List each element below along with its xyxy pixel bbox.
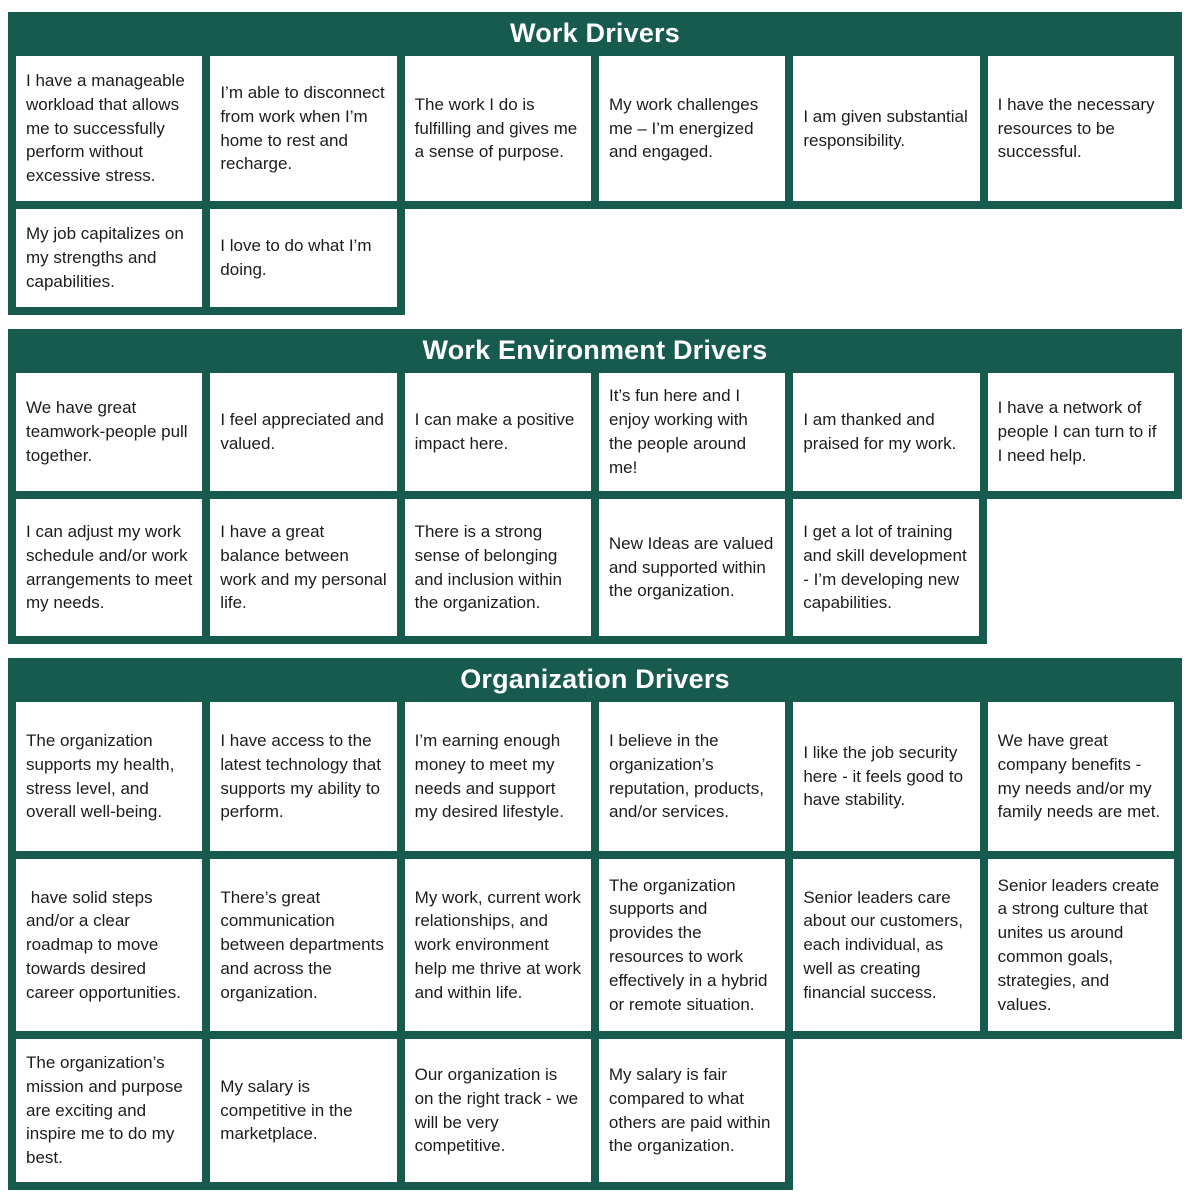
work-drivers-row-1 [16, 56, 1174, 201]
work-environment-row-1 [16, 373, 1174, 491]
section-work-drivers [8, 12, 1182, 315]
organization-row-2 [16, 859, 1174, 1031]
statement-cell: It’s fun here and I enjoy working with the people around me! [599, 373, 785, 491]
statement-cell: My salary is fair compared to what others are paid within the organization. [599, 1039, 785, 1182]
statement-cell: I have the necessary resources to be successful. [988, 56, 1174, 201]
work-drivers-band [8, 12, 1182, 209]
organization-band [8, 658, 1182, 1039]
work-environment-row-2 [16, 499, 979, 636]
statement-cell: The organization supports my health, stress level, and overall well-being. [16, 702, 202, 851]
statement-cell: The organization’s mission and purpose are exciting and inspire me to do my best. [16, 1039, 202, 1182]
statement-cell: I am given substantial responsibility. [793, 56, 979, 201]
statement-cell: We have great company benefits - my needs and/or my family needs are met. [988, 702, 1174, 851]
statement-cell: I can make a positive impact here. [405, 373, 591, 491]
statement-cell: The organization supports and provides the resources to work effectively in a hybrid or remote situation. [599, 859, 785, 1031]
statement-cell: I’m earning enough money to meet my needs and support my desired lifestyle. [405, 702, 591, 851]
statement-cell: My salary is competitive in the marketplace. [210, 1039, 396, 1182]
section-title-organization: Organization Drivers [460, 664, 730, 694]
statement-cell: I have a great balance between work and my personal life. [210, 499, 396, 636]
statement-cell: I have access to the latest technology that supports my ability to perform. [210, 702, 396, 851]
statement-cell: I feel appreciated and valued. [210, 373, 396, 491]
statement-cell: Senior leaders create a strong culture that unites us around common goals, strategies, and values. [988, 859, 1174, 1031]
statement-cell: Our organization is on the right track - we will be very competitive. [405, 1039, 591, 1182]
statement-cell: The work I do is fulfilling and gives me a sense of purpose. [405, 56, 591, 201]
statement-cell: My work challenges me – I’m energized and engaged. [599, 56, 785, 201]
statement-cell: My work, current work relationships, and work environment help me thrive at work and within life. [405, 859, 591, 1031]
section-work-environment-drivers [8, 329, 1182, 644]
work-drivers-row-2 [16, 209, 397, 307]
work-drivers-tail [8, 209, 405, 315]
statement-cell: I’m able to disconnect from work when I’m home to rest and recharge. [210, 56, 396, 201]
section-title-work-environment: Work Environment Drivers [422, 335, 768, 365]
drivers-overview-page [8, 12, 1182, 1190]
statement-cell: I get a lot of training and skill development - I’m developing new capabilities. [793, 499, 979, 636]
statement-cell: I have a network of people I can turn to if I need help. [988, 373, 1174, 491]
statement-cell: New Ideas are valued and supported within the organization. [599, 499, 785, 636]
statement-cell: I have a manageable workload that allows me to successfully perform without excessive stress. [16, 56, 202, 201]
statement-cell: I like the job security here - it feels good to have stability. [793, 702, 979, 851]
section-organization-drivers [8, 658, 1182, 1190]
statement-cell: I believe in the organization’s reputation, products, and/or services. [599, 702, 785, 851]
statement-cell: There is a strong sense of belonging and inclusion within the organization. [405, 499, 591, 636]
organization-row-1 [16, 702, 1174, 851]
statement-cell: I am thanked and praised for my work. [793, 373, 979, 491]
statement-cell: have solid steps and/or a clear roadmap to move towards desired career opportunities. [16, 859, 202, 1031]
work-environment-band [8, 329, 1182, 499]
organization-tail [8, 1039, 793, 1190]
statement-cell: I love to do what I’m doing. [210, 209, 396, 307]
work-environment-tail [8, 499, 987, 644]
section-title-work-drivers: Work Drivers [510, 18, 680, 48]
statement-cell: We have great teamwork-people pull together. [16, 373, 202, 491]
organization-row-3 [16, 1039, 785, 1182]
statement-cell: Senior leaders care about our customers, each individual, as well as creating financial success. [793, 859, 979, 1031]
statement-cell: I can adjust my work schedule and/or work arrangements to meet my needs. [16, 499, 202, 636]
statement-cell: There’s great communication between departments and across the organization. [210, 859, 396, 1031]
statement-cell: My job capitalizes on my strengths and capabilities. [16, 209, 202, 307]
